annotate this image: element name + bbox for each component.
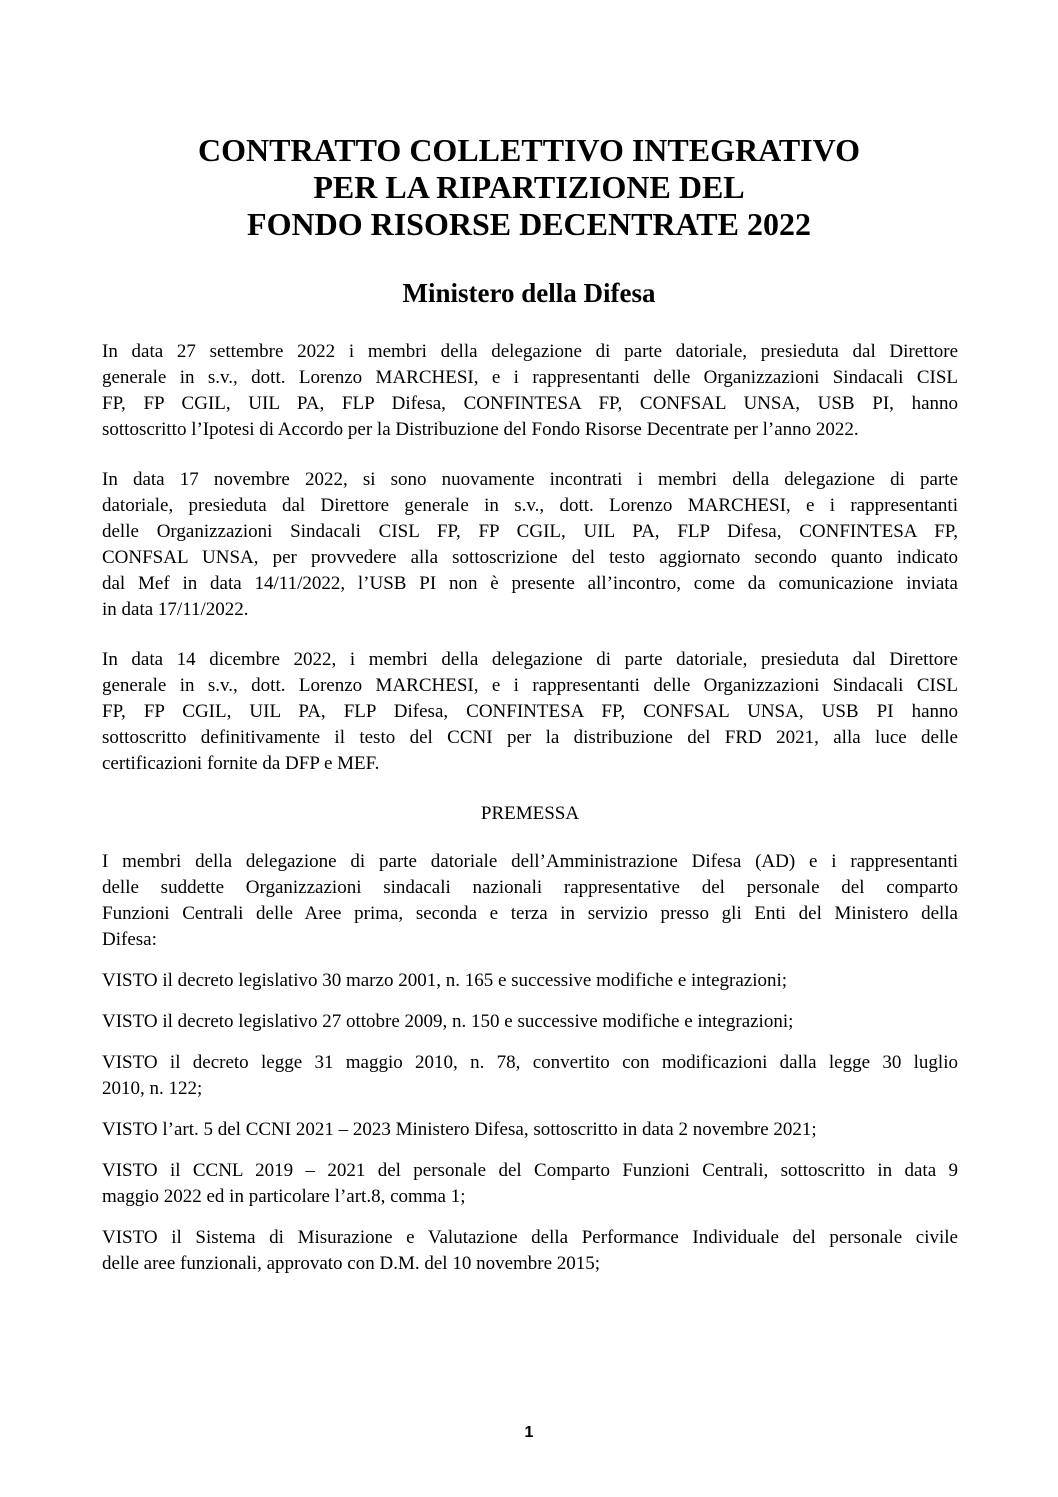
text-line: FP, FP CGIL, UIL PA, FLP Difesa, CONFINTESA FP, CONFSAL UNSA, USB PI hanno bbox=[102, 701, 958, 722]
text-line: generale in s.v., dott. Lorenzo MARCHESI, e i rappresentanti delle Organizzazioni Sindacali CISL bbox=[102, 367, 958, 388]
text-line: delle suddette Organizzazioni sindacali nazionali rappresentative del personale del comparto bbox=[102, 877, 958, 898]
text-line: In data 17 novembre 2022, si sono nuovamente incontrati i membri della delegazione di parte bbox=[102, 469, 958, 490]
text-line: delle Organizzazioni Sindacali CISL FP, FP CGIL, UIL PA, FLP Difesa, CONFINTESA FP, bbox=[102, 521, 958, 542]
text-line: VISTO il Sistema di Misurazione e Valutazione della Performance Individuale del personale civile bbox=[102, 1227, 958, 1248]
text-line: datoriale, presieduta dal Direttore generale in s.v., dott. Lorenzo MARCHESI, e i rappresentanti bbox=[102, 495, 958, 516]
text-line: sottoscritto definitivamente il testo del CCNI per la distribuzione del FRD 2021, alla luce delle bbox=[102, 727, 958, 748]
text-line: FP, FP CGIL, UIL PA, FLP Difesa, CONFINTESA FP, CONFSAL UNSA, USB PI, hanno bbox=[102, 393, 958, 414]
visto-item-4 bbox=[102, 1117, 958, 1143]
text-line: sottoscritto l’Ipotesi di Accordo per la Distribuzione del Fondo Risorse Decentrate per l’anno 2022. bbox=[102, 419, 859, 440]
text-line: In data 14 dicembre 2022, i membri della delegazione di parte datoriale, presieduta dal Direttore bbox=[102, 649, 958, 670]
text-line: CONFSAL UNSA, per provvedere alla sottoscrizione del testo aggiornato secondo quanto indicato bbox=[102, 547, 958, 568]
paragraph-3 bbox=[102, 647, 958, 777]
text-line: VISTO il decreto legislativo 30 marzo 2001, n. 165 e successive modifiche e integrazioni; bbox=[102, 970, 788, 991]
text-line: VISTO il CCNL 2019 – 2021 del personale del Comparto Funzioni Centrali, sottoscritto in data 9 bbox=[102, 1160, 958, 1181]
visto-item-2 bbox=[102, 1009, 958, 1035]
page-number: 1 bbox=[524, 1424, 534, 1441]
visto-item-1 bbox=[102, 968, 958, 994]
paragraph-1 bbox=[102, 339, 958, 443]
text-line: in data 17/11/2022. bbox=[102, 599, 249, 620]
title-line-1: CONTRATTO COLLETTIVO INTEGRATIVO bbox=[198, 132, 860, 168]
text-line: generale in s.v., dott. Lorenzo MARCHESI, e i rappresentanti delle Organizzazioni Sindacali CISL bbox=[102, 675, 958, 696]
document-body bbox=[102, 339, 958, 1292]
text-line: delle aree funzionali, approvato con D.M. del 10 novembre 2015; bbox=[102, 1253, 601, 1274]
paragraph-2 bbox=[102, 467, 958, 623]
text-line: Funzioni Centrali delle Aree prima, seconda e terza in servizio presso gli Enti del Ministero della bbox=[102, 903, 958, 924]
text-line: 2010, n. 122; bbox=[102, 1078, 203, 1099]
premessa-paragraph bbox=[102, 849, 958, 953]
text-line: I membri della delegazione di parte datoriale dell’Amministrazione Difesa (AD) e i rappresentanti bbox=[102, 851, 958, 872]
title-line-3: FONDO RISORSE DECENTRATE 2022 bbox=[247, 206, 811, 242]
text-line: maggio 2022 ed in particolare l’art.8, comma 1; bbox=[102, 1186, 466, 1207]
document-title bbox=[0, 132, 1058, 243]
document-subtitle: Ministero della Difesa bbox=[402, 278, 656, 308]
text-line: certificazioni fornite da DFP e MEF. bbox=[102, 753, 380, 774]
text-line: Difesa: bbox=[102, 929, 157, 950]
text-line: VISTO il decreto legislativo 27 ottobre 2009, n. 150 e successive modifiche e integrazioni; bbox=[102, 1011, 794, 1032]
text-line: In data 27 settembre 2022 i membri della delegazione di parte datoriale, presieduta dal Direttore bbox=[102, 341, 958, 362]
visto-item-6 bbox=[102, 1225, 958, 1277]
premessa-heading: PREMESSA bbox=[480, 803, 580, 824]
text-line: VISTO il decreto legge 31 maggio 2010, n. 78, convertito con modificazioni dalla legge 30 luglio bbox=[102, 1052, 958, 1073]
visto-item-5 bbox=[102, 1158, 958, 1210]
title-line-2: PER LA RIPARTIZIONE DEL bbox=[313, 169, 745, 205]
text-line: dal Mef in data 14/11/2022, l’USB PI non è presente all’incontro, come da comunicazione inviata bbox=[102, 573, 958, 594]
visto-item-3 bbox=[102, 1050, 958, 1102]
text-line: VISTO l’art. 5 del CCNI 2021 – 2023 Ministero Difesa, sottoscritto in data 2 novembre 2021; bbox=[102, 1119, 817, 1140]
